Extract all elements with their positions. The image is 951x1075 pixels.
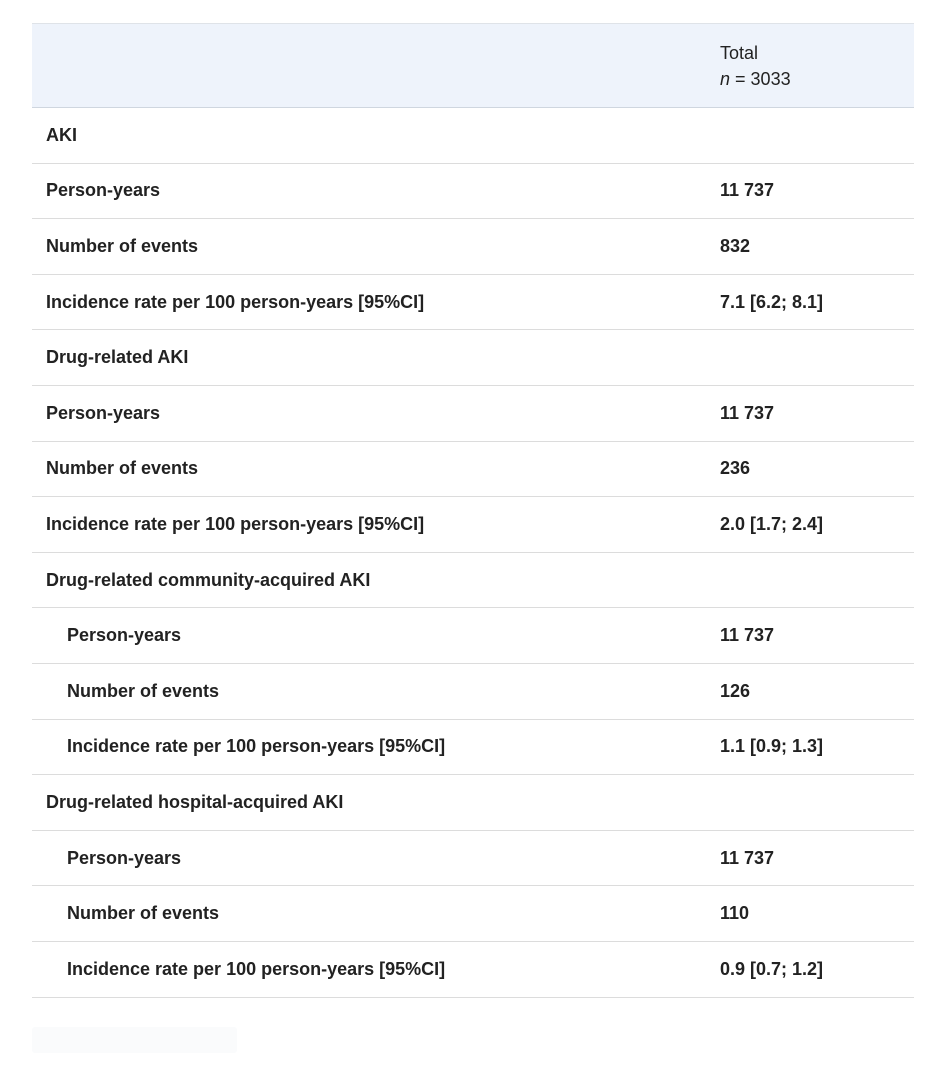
row-label: Person-years bbox=[32, 163, 706, 219]
row-label: Number of events bbox=[32, 663, 706, 719]
row-value: 110 bbox=[706, 886, 914, 942]
aki-incidence-table bbox=[32, 23, 914, 998]
row-value: 11 737 bbox=[706, 385, 914, 441]
row-value: 7.1 [6.2; 8.1] bbox=[706, 274, 914, 330]
row-value bbox=[706, 108, 914, 164]
header-total-cell bbox=[706, 24, 914, 108]
row-label: Drug-related hospital-acquired AKI bbox=[32, 775, 706, 831]
header-total-label: Total bbox=[720, 42, 759, 63]
table-row bbox=[32, 552, 914, 608]
row-label: Person-years bbox=[32, 385, 706, 441]
faint-footer-bar bbox=[32, 1027, 237, 1053]
table-row bbox=[32, 330, 914, 386]
row-label: Incidence rate per 100 person-years [95%CI] bbox=[32, 274, 706, 330]
row-value: 832 bbox=[706, 219, 914, 275]
table-row bbox=[32, 719, 914, 775]
table-row bbox=[32, 608, 914, 664]
table-header-row bbox=[32, 24, 914, 108]
row-label: Incidence rate per 100 person-years [95%CI] bbox=[32, 941, 706, 997]
table-row bbox=[32, 385, 914, 441]
table-row bbox=[32, 775, 914, 831]
row-value: 126 bbox=[706, 663, 914, 719]
row-label: AKI bbox=[32, 108, 706, 164]
table-row bbox=[32, 941, 914, 997]
header-total-n bbox=[720, 66, 900, 92]
row-value: 11 737 bbox=[706, 608, 914, 664]
row-label: Person-years bbox=[32, 608, 706, 664]
row-value: 0.9 [0.7; 1.2] bbox=[706, 941, 914, 997]
table-row bbox=[32, 108, 914, 164]
row-label: Number of events bbox=[32, 219, 706, 275]
row-value bbox=[706, 552, 914, 608]
row-value bbox=[706, 775, 914, 831]
row-label: Number of events bbox=[32, 441, 706, 497]
header-n-value: = 3033 bbox=[735, 68, 791, 89]
header-n-symbol: n bbox=[720, 68, 731, 89]
row-value: 1.1 [0.9; 1.3] bbox=[706, 719, 914, 775]
row-value: 2.0 [1.7; 2.4] bbox=[706, 497, 914, 553]
row-label: Person-years bbox=[32, 830, 706, 886]
row-value: 236 bbox=[706, 441, 914, 497]
row-label: Number of events bbox=[32, 886, 706, 942]
table-row bbox=[32, 441, 914, 497]
table-row bbox=[32, 274, 914, 330]
row-label: Drug-related community-acquired AKI bbox=[32, 552, 706, 608]
row-label: Incidence rate per 100 person-years [95%CI] bbox=[32, 719, 706, 775]
table-row bbox=[32, 163, 914, 219]
table-row bbox=[32, 219, 914, 275]
header-empty-cell bbox=[32, 24, 706, 108]
table-row bbox=[32, 663, 914, 719]
row-value: 11 737 bbox=[706, 830, 914, 886]
table-row bbox=[32, 497, 914, 553]
row-value bbox=[706, 330, 914, 386]
row-label: Drug-related AKI bbox=[32, 330, 706, 386]
row-label: Incidence rate per 100 person-years [95%CI] bbox=[32, 497, 706, 553]
row-value: 11 737 bbox=[706, 163, 914, 219]
table-row bbox=[32, 886, 914, 942]
aki-incidence-table-container bbox=[32, 23, 914, 998]
table-row bbox=[32, 830, 914, 886]
